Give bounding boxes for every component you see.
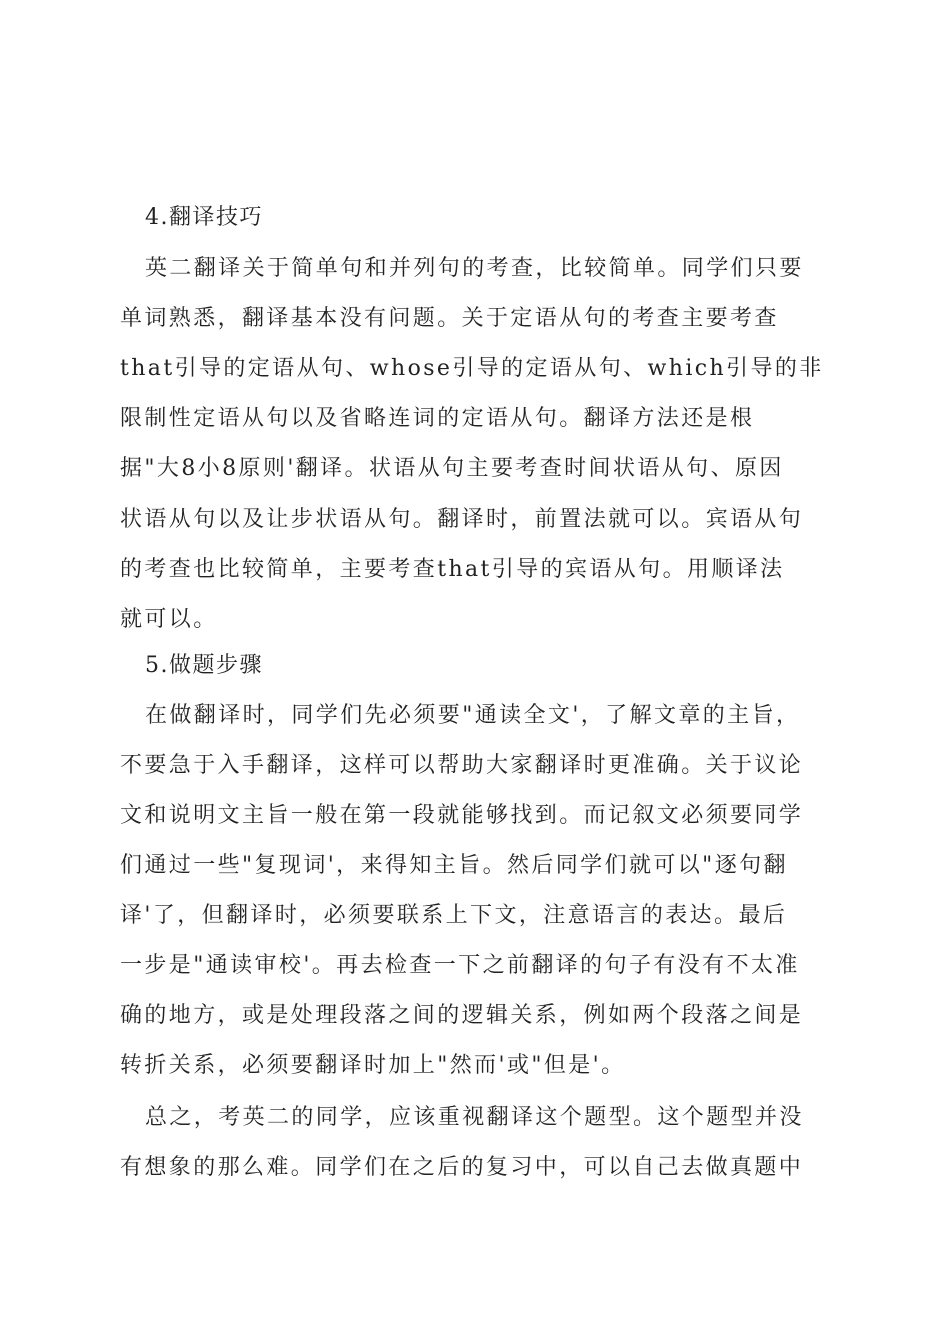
paragraph-line: 限制性定语从句以及省略连词的定语从句。翻译方法还是根 (120, 406, 755, 431)
paragraph-line: 状语从句以及让步状语从句。翻译时，前置法就可以。宾语从句 (120, 507, 804, 532)
paragraph-line: 不要急于入手翻译，这样可以帮助大家翻译时更准确。关于议论 (120, 753, 804, 778)
paragraph-line: 译'了，但翻译时，必须要联系上下文，注意语言的表达。最后 (120, 903, 788, 928)
section-heading-translation-tips: 4.翻译技巧 (145, 205, 263, 230)
paragraph-line: 单词熟悉，翻译基本没有问题。关于定语从句的考查主要考查 (120, 306, 779, 331)
paragraph-line: 的考查也比较简单，主要考查that引导的宾语从句。用顺译法 (120, 557, 785, 582)
paragraph-line: 一步是"通读审校'。再去检查一下之前翻译的句子有没有不太准 (120, 953, 800, 978)
paragraph-line: 转折关系，必须要翻译时加上"然而'或"但是'。 (120, 1053, 626, 1078)
paragraph-line: 英二翻译关于简单句和并列句的考查，比较简单。同学们只要 (145, 256, 804, 281)
paragraph-line: 就可以。 (120, 607, 218, 632)
paragraph-line: 据"大8小8原则'翻译。状语从句主要考查时间状语从句、原因 (120, 456, 784, 481)
paragraph-line: 总之，考英二的同学，应该重视翻译这个题型。这个题型并没 (145, 1105, 804, 1130)
paragraph-line: 在做翻译时，同学们先必须要"通读全文'，了解文章的主旨， (145, 703, 801, 728)
paragraph-line: that引导的定语从句、whose引导的定语从句、which引导的非 (120, 356, 824, 381)
section-heading-solving-steps: 5.做题步骤 (145, 653, 263, 678)
paragraph-line: 有想象的那么难。同学们在之后的复习中，可以自己去做真题中 (120, 1155, 804, 1180)
paragraph-line: 确的地方，或是处理段落之间的逻辑关系，例如两个段落之间是 (120, 1003, 804, 1028)
paragraph-line: 们通过一些"复现词'，来得知主旨。然后同学们就可以"逐句翻 (120, 853, 788, 878)
paragraph-line: 文和说明文主旨一般在第一段就能够找到。而记叙文必须要同学 (120, 803, 804, 828)
